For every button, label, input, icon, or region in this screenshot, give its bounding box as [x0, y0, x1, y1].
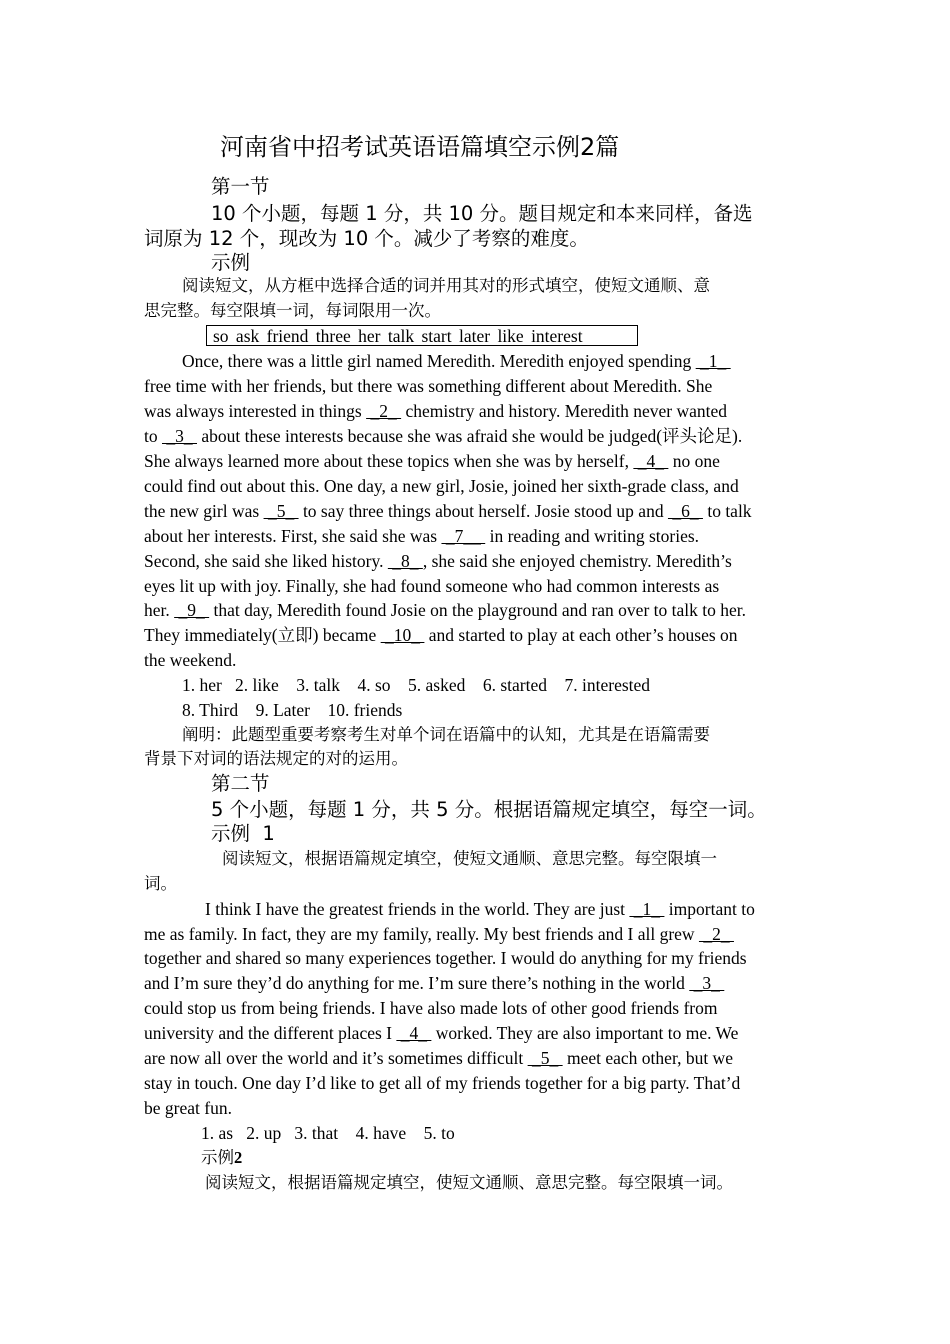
passage2-blank: _2_	[698, 924, 734, 944]
passage1-text: , she said she enjoyed chemistry. Meredith’s	[422, 551, 732, 571]
passage1-blank: _2_	[366, 401, 402, 421]
example2-label-text: 示例	[201, 1148, 234, 1167]
passage1-text: to say three things about herself. Josie stood up and	[298, 501, 668, 521]
section1-instruction-line2: 思完整。每空限填一词，每词限用一次。	[144, 301, 441, 320]
passage1-line	[144, 374, 712, 399]
passage1-line	[144, 499, 752, 524]
passage1-blank: _8_	[387, 551, 423, 571]
passage2-blank: _4_	[396, 1023, 432, 1043]
passage2-text: university and the different places I	[144, 1023, 397, 1043]
passage1-line	[144, 598, 746, 623]
passage2-blank: _3_	[689, 973, 725, 993]
section2-answers: 1. as 2. up 3. that 4. have 5. to	[201, 1123, 455, 1143]
page-title: 河南省中招考试英语语篇填空示例2篇	[220, 133, 620, 161]
passage2-text: could stop us from being friends. I have also made lots of other good friends from	[144, 998, 718, 1018]
passage2-line	[144, 1096, 232, 1121]
passage2-line	[205, 897, 755, 922]
passage1-blank: _1_	[695, 351, 731, 371]
passage2-text: I think I have the greatest friends in the world. They are just	[205, 899, 630, 919]
passage2-text: worked. They are also important to me. We	[431, 1023, 739, 1043]
passage2-blank: _1_	[629, 899, 665, 919]
passage1-line	[144, 399, 727, 424]
passage2-line	[144, 971, 724, 996]
passage1-line	[144, 648, 236, 673]
passage2-blank: _5_	[527, 1048, 563, 1068]
passage2-text: are now all over the world and it’s sometimes difficult	[144, 1048, 528, 1068]
passage1-text: about these interests because she was afraid she would be judged(评头论足).	[197, 426, 743, 446]
passage1-line	[144, 574, 719, 599]
passage1-line	[144, 524, 699, 549]
section1-example-label: 示例	[211, 251, 251, 274]
passage1-line	[144, 449, 720, 474]
section2-instruction2: 阅读短文，根据语篇规定填空，使短文通顺、意思完整。每空限填一词。	[205, 1173, 733, 1192]
passage1-text: the new girl was	[144, 501, 264, 521]
section1-desc-line2: 词原为 12 个，现改为 10 个。减少了考察的难度。	[144, 227, 589, 250]
section2-heading: 第二节	[211, 772, 270, 795]
section1-desc-line1: 10 个小题，每题 1 分，共 10 分。题目规定和本来同样，备选	[211, 202, 753, 225]
passage1-text: Once, there was a little girl named Meredith. Meredith enjoyed spending	[182, 351, 696, 371]
passage2-text: important to	[664, 899, 755, 919]
passage2-line	[144, 1021, 738, 1046]
passage1-blank: _6_	[667, 501, 703, 521]
passage1-text: free time with her friends, but there was something different about Meredith. She	[144, 376, 713, 396]
passage2-line	[144, 946, 747, 971]
passage1-text: Second, she said she liked history.	[144, 551, 388, 571]
section1-heading: 第一节	[211, 175, 270, 198]
section2-desc: 5 个小题，每题 1 分，共 5 分。根据语篇规定填空，每空一词。	[211, 798, 767, 821]
passage1-blank: _4_	[633, 451, 669, 471]
passage1-text: They immediately(立即) became	[144, 625, 381, 645]
section2-instruction-line2: 词。	[144, 874, 177, 893]
passage2-line	[144, 1071, 740, 1096]
passage1-text: was always interested in things	[144, 401, 367, 421]
passage1-text: chemistry and history. Meredith never wanted	[401, 401, 728, 421]
example2-label-num: 2	[234, 1148, 243, 1167]
passage1-line	[144, 424, 742, 449]
passage2-line	[144, 996, 717, 1021]
passage1-line	[144, 474, 739, 499]
passage1-text: She always learned more about these topics when she was by herself,	[144, 451, 634, 471]
passage1-text: could find out about this. One day, a new girl, Josie, joined her sixth-grade class, and	[144, 476, 739, 496]
passage2-text: stay in touch. One day I’d like to get all of my friends together for a big party. That’d	[144, 1073, 741, 1093]
passage2-line	[144, 1046, 733, 1071]
passage1-text: about her interests. First, she said she was	[144, 526, 442, 546]
passage1-blank: _10_	[380, 625, 425, 645]
passage1-line	[144, 549, 732, 574]
passage1-text: that day, Meredith found Josie on the playground and ran over to talk to her.	[209, 600, 747, 620]
passage1-text: eyes lit up with joy. Finally, she had found someone who had common interests as	[144, 576, 720, 596]
passage1-text: to talk	[702, 501, 752, 521]
passage1-line	[144, 623, 738, 648]
passage1-text: and started to play at each other’s houses on	[424, 625, 738, 645]
passage2-text: meet each other, but we	[562, 1048, 733, 1068]
passage1-blank: _7__	[441, 526, 486, 546]
passage1-text: her.	[144, 600, 175, 620]
passage2-text: me as family. In fact, they are my family, really. My best friends and I all grew	[144, 924, 699, 944]
passage2-text: be great fun.	[144, 1098, 232, 1118]
section2-instruction-line1: 阅读短文，根据语篇规定填空，使短文通顺、意思完整。每空限填一	[222, 849, 717, 868]
section1-instruction-line1: 阅读短文，从方框中选择合适的词并用其对的形式填空，使短文通顺、意	[182, 276, 710, 295]
passage1-text: to	[144, 426, 162, 446]
passage1-text: the weekend.	[144, 650, 237, 670]
section1-note-line1: 阐明：此题型重要考察考生对单个词在语篇中的认知，尤其是在语篇需要	[182, 725, 710, 744]
passage1-blank: _3_	[162, 426, 197, 446]
section1-answers-line1: 1. her 2. like 3. talk 4. so 5. asked 6. started 7. interested	[182, 675, 651, 695]
passage2-line	[144, 922, 734, 947]
passage1-line	[182, 349, 731, 374]
section2-example2-label	[201, 1145, 242, 1170]
passage1-blank: _5_	[263, 501, 299, 521]
passage1-blank: _9_	[174, 600, 210, 620]
word-choice-box: so ask friend three her talk start later like interest	[206, 325, 638, 346]
passage1-text: no one	[668, 451, 720, 471]
passage2-text: and I’m sure they’d do anything for me. I’m sure there’s nothing in the world	[144, 973, 690, 993]
passage2-text: together and shared so many experiences together. I would do anything for my friends	[144, 948, 747, 968]
section2-example1-label: 示例 1	[211, 822, 275, 845]
passage1-text: in reading and writing stories.	[485, 526, 700, 546]
section1-answers-line2: 8. Third 9. Later 10. friends	[182, 700, 403, 720]
section1-note-line2: 背景下对词的语法规定的对的运用。	[144, 749, 408, 768]
